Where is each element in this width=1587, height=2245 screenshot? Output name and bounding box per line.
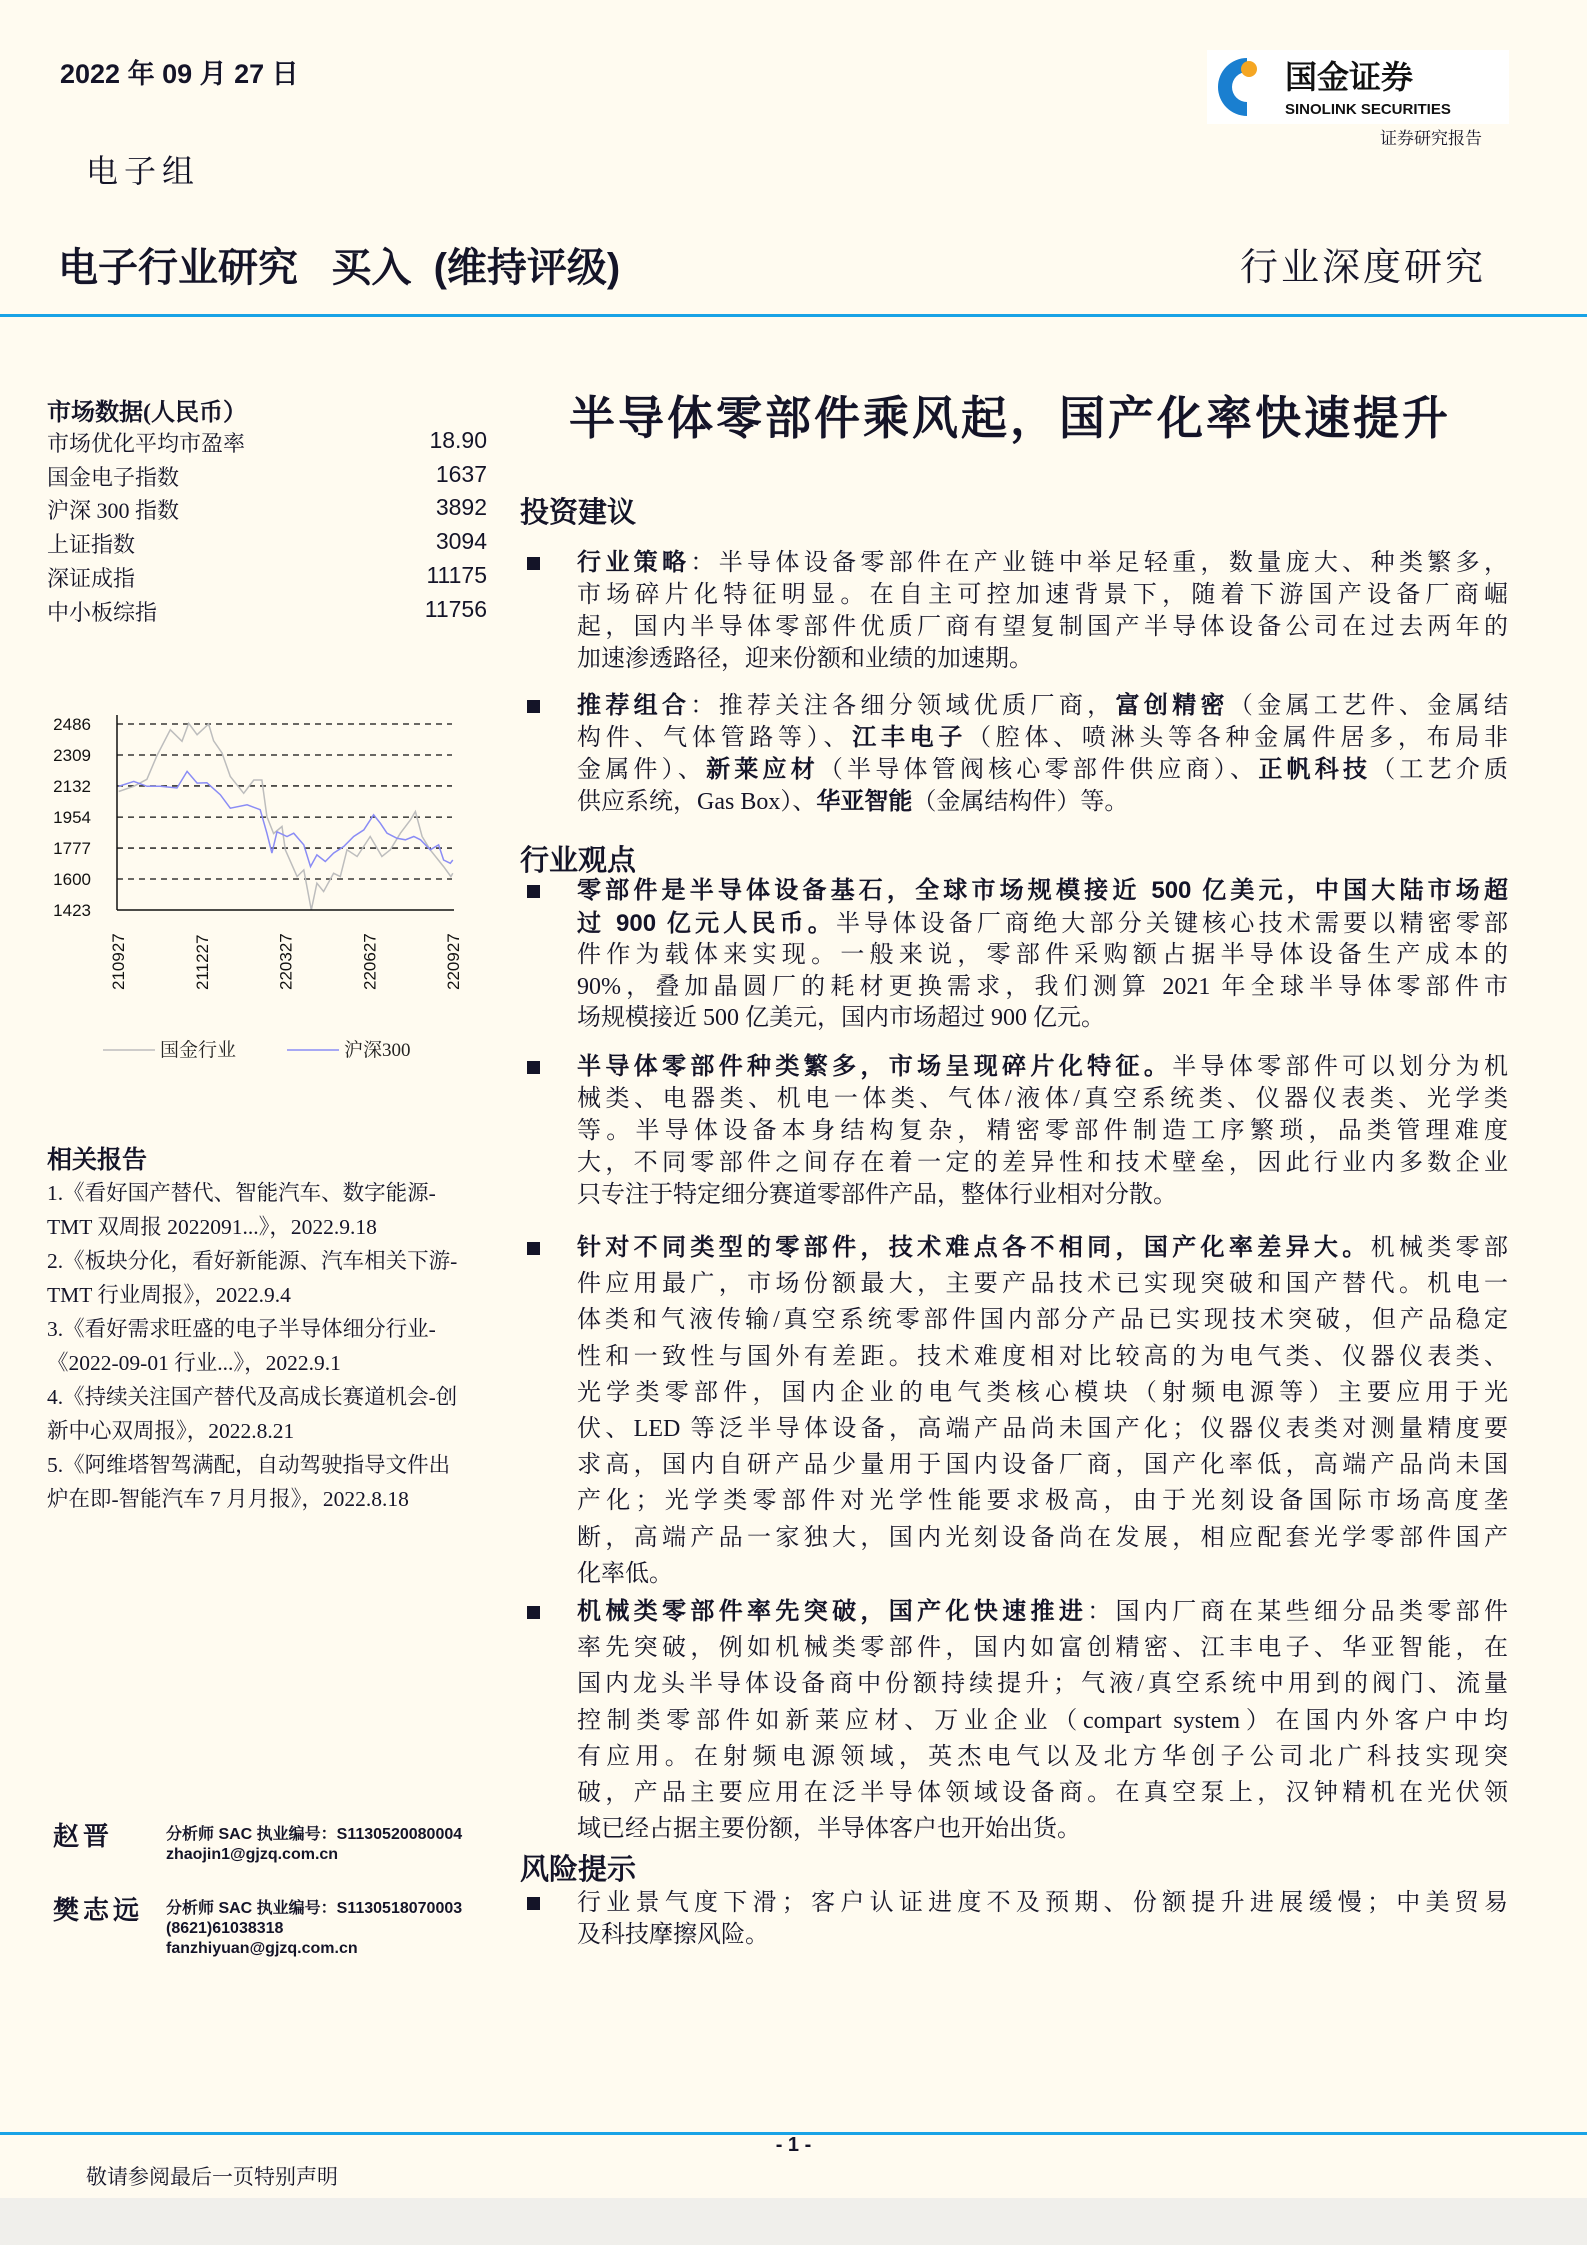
paragraph-line: 求高，国内自研产品少量用于国内设备厂商，国产化率低，高端产品尚未国 [577,1452,1508,1479]
text-run: 机械类零部 [1370,1235,1508,1261]
market-value: 3094 [435,528,487,555]
bullet-paragraph [527,547,1508,675]
paragraph-line: 及科技摩擦风险。 [577,1922,769,1948]
rating-line: 电子行业研究 买入 (维持评级) [58,246,621,290]
analyst-info-line: zhaojin1@gjzq.com.cn [166,1846,339,1863]
section-risk: 风险提示 [520,1854,637,1886]
x-tick-label: 210927 [109,933,128,990]
bold-text: 机械类零部件率先突破，国产化快速推进 [577,1598,1088,1625]
x-tick-label: 211227 [192,934,212,990]
paragraph-line [577,722,1508,754]
y-tick-label: 1423 [53,901,91,920]
paragraph-line: 械类、电器类、机电一体类、气体/液体/真空系统类、仪器仪表类、光学类 [577,1086,1508,1112]
bold-text: 半导体零部件种类繁多，市场呈现碎片化特征。 [577,1053,1173,1080]
market-label: 市场优化平均市盈率 [47,431,246,456]
logo-en: SINOLINK SECURITIES [1285,101,1451,118]
analyst-info-line: (8621)61038318 [166,1920,284,1937]
paragraph-line [577,875,1508,908]
text-run: 金属件）、 [577,757,707,783]
page-number: - 1 - [775,2134,812,2156]
market-label: 沪深 300 指数 [47,498,180,524]
x-tick-label: 220327 [276,933,296,990]
paragraph-lines [577,1051,1508,1211]
market-row [47,528,487,562]
paragraph-line: 90%，叠加晶圆厂的耗材更换需求，我们测算 2021 年全球半导体零部件市 [577,973,1508,1000]
research-group: 电子组 [86,153,201,189]
paragraph-line: 伏、LED 等泛半导体设备，高端产品尚未国产化；仪器仪表类对测量精度要 [577,1416,1508,1443]
paragraph-lines [577,690,1508,818]
paragraph-line: 断，高端产品一家独大，国内光刻设备尚在发展，相应配套光学零部件国产 [577,1524,1508,1551]
bold-text: 零部件是半导体设备基石，全球市场规模接近 500 亿美元，中国大陆市场超 [577,877,1508,904]
paragraph-line: 体类和气液传输/真空系统零部件国内部分产品已实现技术突破，但产品稳定 [577,1307,1508,1334]
logo-mark-icon [1207,50,1509,124]
related-report-line: 5.《阿维塔智驾满配，自动驾驶指导文件出 [47,1453,451,1477]
logo-cn: 国金证券 [1285,59,1414,95]
bold-text: 新莱应材 [706,756,819,783]
market-value: 11175 [426,561,487,588]
market-label: 国金电子指数 [47,464,180,490]
related-report-item[interactable] [47,1312,517,1380]
paragraph-line: 市场碎片化特征明显。在自主可控加速背景下，随着下游国产设备厂商崛 [577,582,1508,608]
text-run: （工艺介质 [1371,757,1509,783]
sinolink-logo [1207,50,1509,124]
analyst-info [166,1899,462,1959]
analyst-info-line: 分析师 SAC 执业编号：S1130520080004 [166,1826,463,1843]
related-report-item[interactable] [47,1448,517,1516]
market-row [47,461,487,495]
related-report-line: 2.《板块分化，看好新能源、汽车相关下游- [47,1249,458,1273]
index-chart [0,680,520,1080]
bold-text: 正帆科技 [1258,756,1372,783]
paragraph-line: 国内龙头半导体设备商中份额持续提升；气液/真空系统中用到的阀门、流量 [577,1671,1508,1698]
related-report-line: TMT 双周报 2022091...》，2022.9.18 [47,1215,377,1239]
bullet-paragraph [527,1051,1508,1211]
market-value: 3892 [435,494,487,521]
paragraph-line: 场规模接近 500 亿美元，国内市场超过 900 亿元。 [577,1005,1105,1032]
bold-text: 过 900 亿元人民币。 [577,909,836,937]
related-report-item[interactable] [47,1380,517,1448]
paragraph-line [577,1594,1508,1630]
text-run: ：国内厂商在某些细分品类零部件 [1087,1599,1508,1625]
market-label: 中小板综指 [47,599,158,625]
paragraph-line: 件应用最广，市场份额最大，主要产品技术已实现突破和国产替代。机电一 [577,1271,1508,1298]
text-run: 半导体零部件可以划分为机 [1172,1054,1508,1080]
related-report-line: 4.《持续关注国产替代及高成长赛道机会-创 [47,1385,458,1409]
text-run: ：推荐关注各细分领域优质厂商， [690,693,1116,719]
paragraph-line: 控制类零部件如新莱应材、万业企业（compart system）在国内外客户中均 [577,1707,1508,1734]
paragraph-line: 只专注于特定细分赛道零部件产品，整体行业相对分散。 [577,1182,1177,1208]
bold-text: 江丰电子 [852,724,968,751]
legend-label: 国金行业 [160,1040,237,1061]
analyst-info-line: 分析师 SAC 执业编号：S1130518070003 [166,1900,463,1917]
paragraph-line: 化率低。 [577,1560,673,1587]
text-run: 半导体设备厂商绝大部分关键核心技术需要以精密零部 [835,910,1508,937]
bullet-icon [527,1606,540,1619]
bold-text: 华亚智能 [816,788,913,815]
report-title: 半导体零部件乘风起，国产化率快速提升 [569,393,1451,444]
paragraph-line [577,786,1508,818]
paragraph-line [577,754,1508,786]
y-tick-label: 2486 [53,715,91,734]
y-tick-label: 1954 [53,808,91,828]
bullet-icon [527,557,540,570]
disclaimer: 敬请参阅最后一页特别声明 [86,2165,338,2189]
y-tick-label: 2309 [53,745,91,765]
related-report-line: 新中心双周报》，2022.8.21 [47,1419,295,1443]
text-run: （金属工艺件、金属结 [1228,693,1508,719]
related-report-line: 《2022-09-01 行业...》，2022.9.1 [47,1351,341,1375]
related-report-item[interactable] [47,1244,517,1312]
paragraph-line: 率先突破，例如机械类零部件，国内如富创精密、江丰电子、华亚智能，在 [577,1635,1508,1662]
market-value: 1637 [435,460,487,487]
bullet-icon [527,1242,540,1255]
paragraph-line [577,690,1508,722]
bullet-paragraph [527,875,1508,1035]
paragraph-line: 性和一致性与国外有差距。技术难度相对比较高的为电气类、仪器仪表类、 [577,1343,1508,1370]
paragraph-line: 产化；光学类零部件对光学性能要求极高，由于光刻设备国际市场高度垄 [577,1488,1508,1515]
x-tick-label: 220927 [444,933,463,990]
bullet-paragraph [527,1594,1508,1847]
paragraph-lines [577,1887,1508,1951]
paragraph-lines [577,1230,1508,1592]
text-run: （半导体管阀核心零部件供应商）、 [818,757,1259,783]
analyst-info-line: fanzhiyuan@gjzq.com.cn [166,1940,358,1957]
analyst-name: 樊志远 [53,1896,144,1925]
market-label: 深证成指 [47,565,136,591]
market-value: 18.90 [429,427,487,453]
bullet-icon [527,885,540,898]
paragraph-lines [577,875,1508,1035]
analyst-name: 赵晋 [53,1822,114,1851]
related-report-line: TMT 行业周报》，2022.9.4 [47,1283,291,1307]
logo-subtitle: 证券研究报告 [1380,129,1482,148]
related-report-item[interactable] [47,1176,517,1244]
paragraph-line: 光学类零部件，国内企业的电气类核心模块（射频电源等）主要应用于光 [577,1379,1508,1406]
page-bottom-margin [0,2198,1587,2245]
text-run: 构件、气体管路等）、 [577,725,853,751]
text-run: 供应系统，Gas Box）、 [577,789,817,815]
paragraph-line: 破，产品主要应用在泛半导体领域设备商。在真空泵上，汉钟精机在光伏领 [577,1780,1508,1807]
related-report-line: 3.《看好需求旺盛的电子半导体细分行业- [47,1317,436,1341]
legend-label: 沪深300 [344,1040,411,1061]
y-tick-label: 1777 [53,839,91,859]
y-tick-label: 2132 [53,776,91,796]
x-tick-label: 220627 [360,933,380,990]
bullet-paragraph [527,1230,1508,1592]
market-value: 11756 [424,595,487,622]
text-run: ：半导体设备零部件在产业链中举足轻重，数量庞大、种类繁多， [690,550,1508,576]
paragraph-line: 行业景气度下滑；客户认证进度不及预期、份额提升进展缓慢；中美贸易 [577,1890,1508,1916]
paragraph-line [577,547,1508,579]
paragraph-lines [577,547,1508,675]
text-run: （腔体、喷淋头等各种金属件居多，布局非 [967,725,1508,751]
bullet-paragraph [527,1887,1508,1951]
bullet-icon [527,1061,540,1074]
analyst-info [166,1825,462,1865]
bullet-icon [527,1897,540,1910]
related-report-line: 1.《看好国产替代、智能汽车、数字能源- [47,1181,436,1205]
paragraph-line: 域已经占据主要份额，半导体客户也开始出货。 [577,1816,1081,1843]
market-row [47,596,487,630]
paragraph-line [577,1230,1508,1266]
paragraph-line: 起，国内半导体零部件优质厂商有望复制国产半导体设备公司在过去两年的 [577,614,1508,640]
bullet-paragraph [527,690,1508,818]
bold-text: 针对不同类型的零部件，技术难点各不相同，国产化率差异大。 [577,1234,1371,1261]
market-row [47,562,487,596]
paragraph-line [577,1051,1508,1083]
paragraph-line [577,908,1508,941]
header-divider [0,314,1587,317]
report-date: 2022 年 09 月 27 日 [60,59,299,89]
market-label: 上证指数 [47,532,136,558]
section-invest: 投资建议 [520,497,637,529]
text-run: （金属结构件）等。 [912,789,1129,815]
paragraph-line: 有应用。在射频电源领域，英杰电气以及北方华创子公司北广科技实现突 [577,1743,1508,1770]
paragraph-lines [577,1594,1508,1847]
y-tick-label: 1600 [53,870,91,890]
paragraph-line: 件作为载体来实现。一般来说，零部件采购额占据半导体设备生产成本的 [577,942,1508,969]
report-type: 行业深度研究 [1240,247,1487,289]
bold-text: 富创精密 [1115,692,1229,719]
paragraph-line: 加速渗透路径，迎来份额和业绩的加速期。 [577,646,1033,672]
market-data-title: 市场数据(人民币） [47,400,247,426]
bold-text: 行业策略 [577,549,691,576]
market-row [47,494,487,528]
bullet-icon [527,700,540,713]
market-row [47,427,487,461]
related-reports-title: 相关报告 [47,1147,148,1174]
paragraph-line: 大，不同零部件之间存在着一定的差异性和技术壁垒，因此行业内多数企业 [577,1150,1508,1176]
bold-text: 推荐组合 [577,692,691,719]
paragraph-line: 等。半导体设备本身结构复杂，精密零部件制造工序繁琐，品类管理难度 [577,1118,1508,1144]
section-view: 行业观点 [520,845,637,877]
related-report-line: 炉在即-智能汽车 7 月月报》，2022.8.18 [47,1487,409,1511]
